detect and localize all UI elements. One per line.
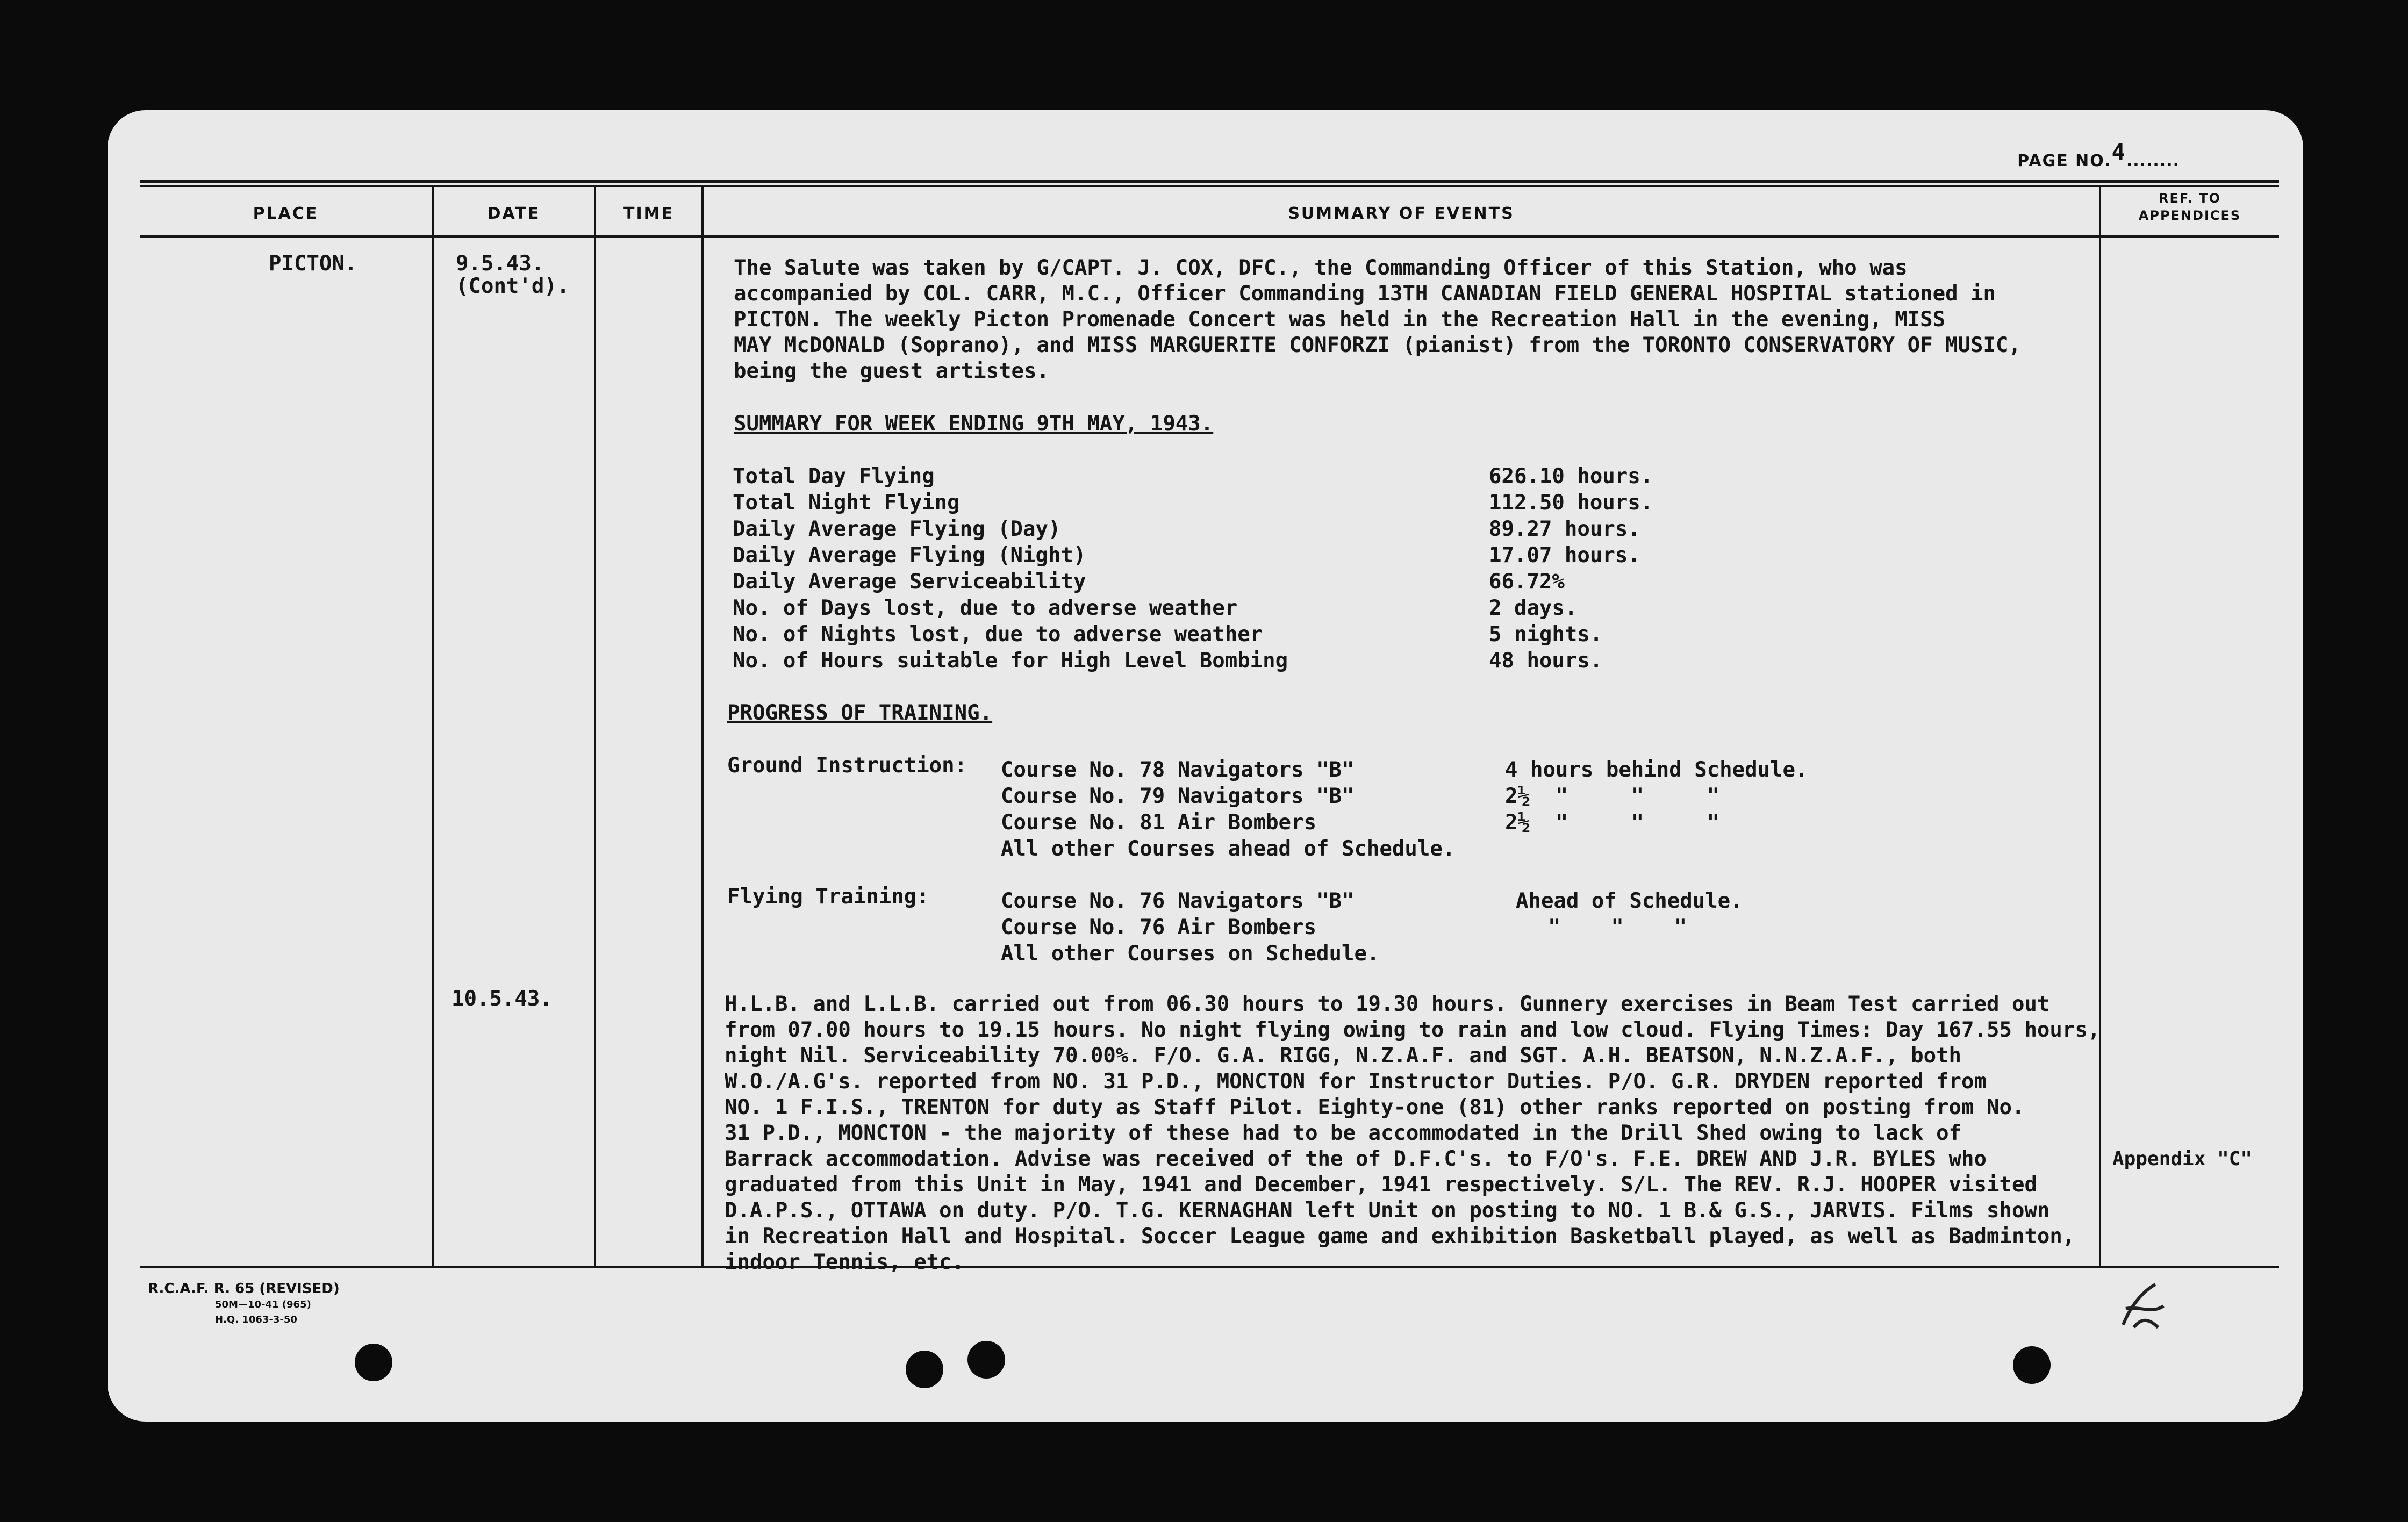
entry1-place: PICTON. [269, 252, 357, 276]
header-ref-line2: APPENDICES [2138, 208, 2241, 223]
ground-status: 2½ " " " [1505, 784, 1720, 808]
stat-label: Daily Average Flying (Night) [733, 543, 1086, 568]
summary-heading: SUMMARY FOR WEEK ENDING 9TH MAY, 1943. [734, 412, 1214, 436]
stat-value: 2 days. [1489, 596, 1578, 620]
stat-value: 17.07 hours. [1489, 543, 1640, 568]
stat-label: Daily Average Serviceability [733, 570, 1086, 594]
entry1-line: PICTON. The weekly Picton Promenade Concert was held in the Recreation Hall in the evening, MISS [734, 307, 1946, 332]
flying-label: Flying Training: [727, 885, 929, 909]
stat-label: Daily Average Flying (Day) [733, 517, 1061, 541]
ground-status: 4 hours behind Schedule. [1505, 758, 1808, 782]
top-rule [140, 180, 2279, 183]
form-number: R.C.A.F. R. 65 (REVISED) [148, 1281, 340, 1297]
entry1-line: The Salute was taken by G/CAPT. J. COX, DFC., the Commanding Officer of this Station, who was [734, 256, 1908, 280]
initials-mark [2112, 1276, 2172, 1336]
punch-hole [906, 1351, 943, 1388]
stat-label: No. of Hours suitable for High Level Bombing [733, 649, 1288, 673]
entry1-date-contd: (Cont'd). [456, 274, 570, 298]
header-ref-appendices [2101, 190, 2278, 224]
punch-hole [355, 1344, 392, 1381]
stat-value: 626.10 hours. [1489, 464, 1653, 489]
entry2-line: from 07.00 hours to 19.15 hours. No night flying owing to rain and low cloud. Flying Times: Day 167.55 hours, [725, 1018, 2101, 1042]
entry1-date: 9.5.43. [456, 252, 544, 276]
form-hq-ref: H.Q. 1063-3-50 [215, 1314, 297, 1325]
entry2-line: indoor Tennis, etc. [725, 1250, 965, 1274]
header-summary: SUMMARY OF EVENTS [1288, 204, 1515, 223]
entry2-line: Barrack accommodation. Advise was received of the of D.F.C's. to F/O's. F.E. DREW AND J.R. BYLES who [725, 1147, 1987, 1171]
punch-hole [2013, 1346, 2051, 1384]
ground-course: Course No. 78 Navigators "B" [1001, 758, 1354, 782]
stat-label: Total Day Flying [733, 464, 935, 489]
column-divider-date [594, 185, 596, 1266]
column-divider-place [432, 185, 434, 1266]
stat-value: 66.72% [1489, 570, 1565, 594]
entry2-line: D.A.P.S., OTTAWA on duty. P/O. T.G. KERNAGHAN left Unit on posting to NO. 1 B.& G.S., JARVIS. Films shown [725, 1198, 2050, 1223]
appendix-reference: Appendix "C" [2112, 1148, 2253, 1170]
entry2-line: W.O./A.G's. reported from NO. 31 P.D., MONCTON for Instructor Duties. P/O. G.R. DRYDEN reported from [725, 1069, 1987, 1094]
entry2-line: night Nil. Serviceability 70.00%. F/O. G.A. RIGG, N.Z.A.F. and SGT. A.H. BEATSON, N.N.Z.A.F., both [725, 1044, 1962, 1068]
column-divider-time [701, 185, 704, 1266]
header-place: PLACE [253, 204, 319, 223]
ground-label: Ground Instruction: [727, 753, 968, 778]
entry2-line: H.L.B. and L.L.B. carried out from 06.30 hours to 19.30 hours. Gunnery exercises in Beam Test carried out [725, 992, 2050, 1016]
stat-label: Total Night Flying [733, 491, 960, 515]
header-bottom-rule [140, 235, 2279, 238]
bottom-rule [140, 1266, 2279, 1268]
column-divider-summary [2099, 185, 2101, 1266]
entry2-date: 10.5.43. [452, 987, 553, 1011]
stat-label: No. of Nights lost, due to adverse weather [733, 622, 1263, 647]
stat-value: 5 nights. [1489, 622, 1603, 647]
header-time: TIME [624, 204, 674, 223]
flying-course: Course No. 76 Air Bombers [1001, 915, 1316, 939]
entry1-line: being the guest artistes. [734, 359, 1049, 383]
page-number: PAGE NO.4........ [2017, 139, 2180, 170]
stat-value: 112.50 hours. [1489, 491, 1653, 515]
page-number-value: 4 [2111, 139, 2126, 165]
entry1-line: accompanied by COL. CARR, M.C., Officer Commanding 13TH CANADIAN FIELD GENERAL HOSPITAL stationed in [734, 282, 1996, 306]
entry2-line: in Recreation Hall and Hospital. Soccer League game and exhibition Basketball played, as well as Badminton, [725, 1224, 2075, 1248]
war-diary-page [108, 110, 2303, 1422]
top-rule-thin [140, 185, 2279, 187]
flying-status: Ahead of Schedule. [1516, 889, 1743, 913]
entry2-line: NO. 1 F.I.S., TRENTON for duty as Staff Pilot. Eighty-one (81) other ranks reported on posting from No. [725, 1095, 2025, 1119]
flying-status: " " " [1548, 915, 1687, 939]
header-date: DATE [487, 204, 541, 223]
header-ref-line1: REF. TO [2159, 191, 2221, 206]
punch-hole [968, 1341, 1005, 1379]
stat-value: 48 hours. [1489, 649, 1603, 673]
progress-heading: PROGRESS OF TRAINING. [727, 701, 993, 725]
flying-other: All other Courses on Schedule. [1001, 942, 1380, 966]
entry2-line: graduated from this Unit in May, 1941 and December, 1941 respectively. S/L. The REV. R.J. HOOPER visited [725, 1173, 2037, 1197]
ground-course: Course No. 79 Navigators "B" [1001, 784, 1354, 808]
stat-value: 89.27 hours. [1489, 517, 1640, 541]
ground-other: All other Courses ahead of Schedule. [1001, 837, 1456, 861]
stat-label: No. of Days lost, due to adverse weather [733, 596, 1238, 620]
entry2-line: 31 P.D., MONCTON - the majority of these had to be accommodated in the Drill Shed owing to lack of [725, 1121, 1962, 1145]
flying-course: Course No. 76 Navigators "B" [1001, 889, 1354, 913]
ground-course: Course No. 81 Air Bombers [1001, 810, 1316, 835]
form-print-run: 50M—10-41 (965) [215, 1299, 311, 1310]
entry1-line: MAY McDONALD (Soprano), and MISS MARGUERITE CONFORZI (pianist) from the TORONTO CONSERVATORY OF MUSIC, [734, 333, 2021, 357]
ground-status: 2½ " " " [1505, 810, 1720, 835]
page-number-label: PAGE NO. [2017, 152, 2112, 170]
